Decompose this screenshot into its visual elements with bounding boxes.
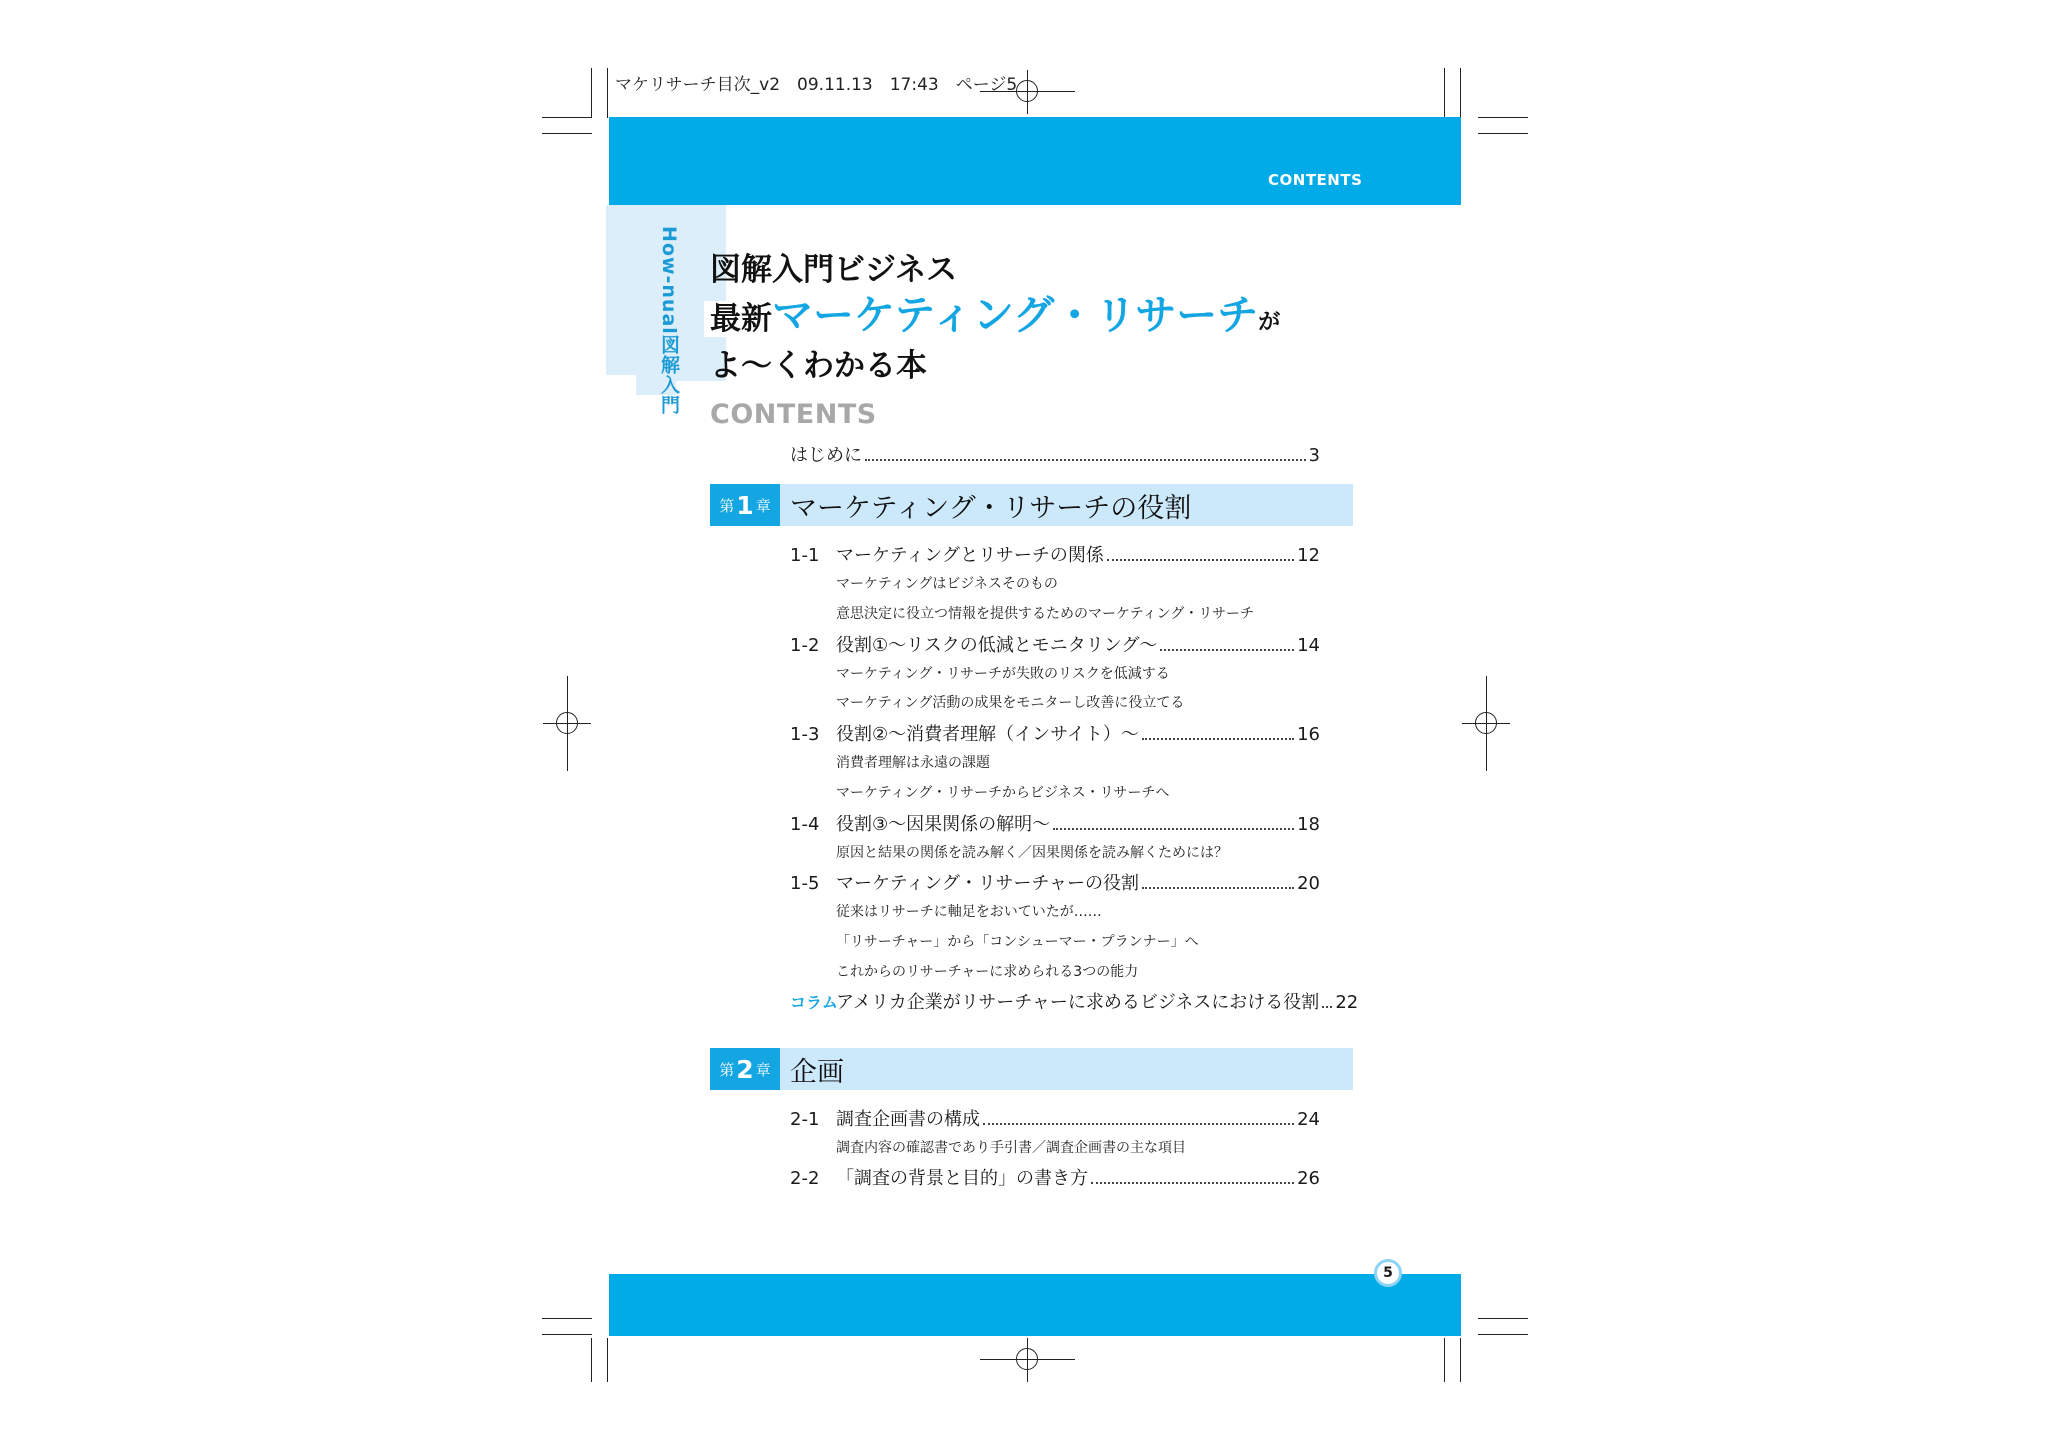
crop-mark xyxy=(1478,117,1528,118)
chapter-tag xyxy=(710,484,780,526)
toc-subitem: マーケティング・リサーチが失敗のリスクを低減する xyxy=(836,666,1170,682)
toc-leader xyxy=(1142,887,1294,889)
toc-subitem: マーケティング・リサーチからビジネス・リサーチへ xyxy=(836,785,1170,801)
toc-entry-page: 3 xyxy=(1308,445,1320,466)
toc-entry-title: アメリカ企業がリサーチャーに求めるビジネスにおける役割 xyxy=(836,992,1320,1013)
toc-subitem: 調査内容の確認書であり手引書／調査企画書の主な項目 xyxy=(836,1140,1186,1156)
crop-mark xyxy=(1460,1338,1461,1382)
toc-leader xyxy=(1142,738,1294,740)
toc-subitem: これからのリサーチャーに求められる3つの能力 xyxy=(836,964,1139,980)
toc-leader xyxy=(1160,649,1294,651)
crop-mark xyxy=(607,68,608,118)
toc-entry[interactable] xyxy=(790,541,1320,567)
brand-vertical-text: How-nual図解入門 xyxy=(658,226,680,415)
toc-entry-page: 14 xyxy=(1297,635,1320,656)
registration-mark xyxy=(1475,712,1497,734)
chapter-suffix: 章 xyxy=(755,496,771,515)
toc-leader xyxy=(1053,828,1294,830)
toc-subitem: マーケティングはビジネスそのもの xyxy=(836,576,1058,592)
chapter-header-1[interactable] xyxy=(710,484,1353,526)
toc-entry[interactable] xyxy=(790,720,1320,746)
toc-subitem: 従来はリサーチに軸足をおいていたが…… xyxy=(836,904,1102,920)
toc-entry-page: 24 xyxy=(1297,1109,1320,1130)
toc-entry-number: 1-4 xyxy=(790,814,820,835)
toc-entry-intro[interactable] xyxy=(790,441,1320,467)
toc-entry[interactable] xyxy=(790,1105,1320,1131)
toc-entry-page: 22 xyxy=(1335,992,1359,1013)
crop-mark xyxy=(542,133,592,134)
toc-entry-number: 1-2 xyxy=(790,635,820,656)
toc-leader xyxy=(1322,1006,1332,1008)
book-title-prefix: 最新 xyxy=(710,301,772,337)
toc-entry-number: 1-5 xyxy=(790,873,820,894)
toc-leader xyxy=(1091,1182,1294,1184)
toc-entry-page: 26 xyxy=(1297,1168,1320,1189)
crop-mark xyxy=(1460,68,1461,118)
toc-entry-number: 2-1 xyxy=(790,1109,820,1130)
toc-entry[interactable] xyxy=(790,1164,1320,1190)
header-contents-label: CONTENTS xyxy=(1268,171,1363,189)
printer-slug: マケリサーチ目次_v2 09.11.13 17:43 ページ5 xyxy=(615,75,1018,95)
toc-entry-title: はじめに xyxy=(790,445,862,466)
footer-band xyxy=(609,1274,1461,1336)
toc-entry[interactable] xyxy=(790,869,1320,895)
crop-mark xyxy=(1478,1334,1528,1335)
toc-column-label: コラム xyxy=(790,993,838,1012)
book-title-line3: よ〜くわかる本 xyxy=(710,348,927,384)
toc-entry-title: マーケティングとリサーチの関係 xyxy=(836,545,1104,566)
registration-mark xyxy=(556,712,578,734)
toc-entry-page: 18 xyxy=(1297,814,1320,835)
toc-leader xyxy=(1107,559,1294,561)
book-title-accent: マーケティング・リサーチ xyxy=(772,291,1259,339)
crop-mark xyxy=(1478,133,1528,134)
toc-subitem: マーケティング活動の成果をモニターし改善に役立てる xyxy=(836,695,1185,711)
crop-mark xyxy=(1444,1338,1445,1382)
toc-subitem: 消費者理解は永遠の課題 xyxy=(836,755,990,771)
toc-entry-title: 役割③〜因果関係の解明〜 xyxy=(836,814,1051,835)
crop-mark xyxy=(607,1338,608,1382)
toc-entry-page: 12 xyxy=(1297,545,1320,566)
chapter-title: マーケティング・リサーチの役割 xyxy=(790,492,1192,524)
page-number-badge: 5 xyxy=(1374,1259,1402,1287)
chapter-suffix: 章 xyxy=(755,1060,771,1079)
toc-entry-number: 1-1 xyxy=(790,545,820,566)
toc-entry-title: 調査企画書の構成 xyxy=(836,1109,980,1130)
toc-leader xyxy=(983,1123,1294,1125)
toc-entry[interactable] xyxy=(790,810,1320,836)
toc-entry-column[interactable] xyxy=(790,988,1359,1014)
crop-mark xyxy=(591,1338,592,1382)
toc-entry-title: マーケティング・リサーチャーの役割 xyxy=(836,873,1139,894)
toc-entry-number: 2-2 xyxy=(790,1168,820,1189)
chapter-number: 1 xyxy=(736,490,754,520)
chapter-number: 2 xyxy=(736,1054,754,1084)
toc-entry-title: 役割②〜消費者理解（インサイト）〜 xyxy=(836,724,1139,745)
crop-mark xyxy=(542,1334,592,1335)
book-title-suffix: が xyxy=(1258,310,1281,335)
crop-mark xyxy=(591,68,592,118)
book-title-line2 xyxy=(710,282,1280,341)
toc-entry-page: 16 xyxy=(1297,724,1320,745)
crop-mark xyxy=(542,1318,592,1319)
registration-mark xyxy=(1016,1348,1038,1370)
toc-leader xyxy=(865,459,1306,461)
toc-subitem: 原因と結果の関係を読み解く／因果関係を読み解くためには？ xyxy=(836,845,1228,861)
toc-entry-title: 「調査の背景と目的」の書き方 xyxy=(836,1168,1088,1189)
toc-entry-page: 20 xyxy=(1297,873,1320,894)
chapter-prefix: 第 xyxy=(719,496,735,515)
book-title-line1: 図解入門ビジネス xyxy=(710,252,958,288)
chapter-prefix: 第 xyxy=(719,1060,735,1079)
crop-mark xyxy=(542,117,592,118)
toc-entry[interactable] xyxy=(790,631,1320,657)
toc-entry-number: 1-3 xyxy=(790,724,820,745)
toc-entry-title: 役割①〜リスクの低減とモニタリング〜 xyxy=(836,635,1158,656)
chapter-tag xyxy=(710,1048,780,1090)
crop-mark xyxy=(1444,68,1445,118)
contents-heading: CONTENTS xyxy=(710,399,877,430)
crop-mark xyxy=(1478,1318,1528,1319)
chapter-title: 企画 xyxy=(790,1056,844,1088)
header-band xyxy=(609,117,1461,205)
chapter-header-2[interactable] xyxy=(710,1048,1353,1090)
toc-subitem: 意思決定に役立つ情報を提供するためのマーケティング・リサーチ xyxy=(836,606,1255,622)
toc-subitem: 「リサーチャー」から「コンシューマー・プランナー」へ xyxy=(836,934,1199,950)
registration-mark xyxy=(1016,80,1038,102)
